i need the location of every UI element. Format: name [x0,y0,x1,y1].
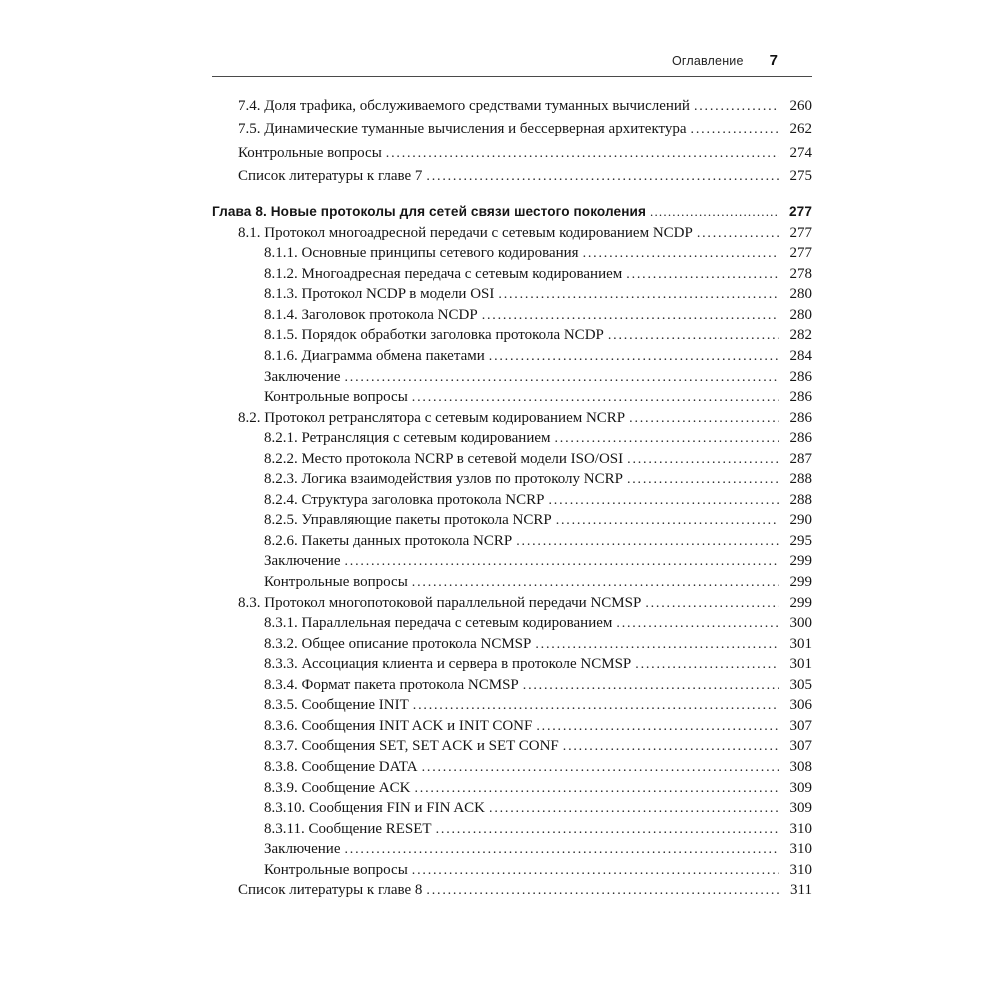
dot-leader [556,512,779,529]
toc-entry-page: 260 [789,98,812,114]
toc-entry-title: Контрольные вопросы [264,389,408,406]
toc-entry-page: 280 [789,306,812,323]
toc-entry-page: 288 [789,491,812,508]
dot-leader [426,168,779,185]
toc-entry-title: 8.3.3. Ассоциация клиента и сервера в протоколе NCMSP [264,656,632,673]
toc-entry-page: 301 [789,656,812,673]
toc-entry-title: 8.3.1. Параллельная передача с сетевым кодированием [264,615,613,632]
toc-entry [212,738,812,759]
toc-entry-title: Контрольные вопросы [238,144,382,161]
toc-entry-page: 295 [789,532,812,549]
toc-entry-page: 286 [789,409,812,426]
toc-entry-page: 275 [789,167,812,184]
toc-entry-title: 8.3.10. Сообщения FIN и FIN ACK [264,800,486,817]
dot-leader [386,145,779,162]
toc-entry-title: Контрольные вопросы [264,574,408,591]
toc-entry-title: Заключение [264,368,341,385]
toc-entry-title: Заключение [264,553,341,570]
toc-entry [212,348,812,369]
dot-leader [608,327,779,344]
toc-entry-page: 307 [789,738,812,755]
toc-entry [212,718,812,739]
dot-leader [413,697,779,714]
dot-leader [645,595,779,612]
toc-entry [212,841,812,862]
toc-entry-page: 299 [789,553,812,570]
toc-entry [212,389,812,410]
toc-entry [212,225,812,246]
toc-entry [212,595,812,616]
toc-entry-page: 299 [789,574,812,591]
running-head [212,52,812,69]
dot-leader [691,121,779,138]
toc-entry-page: 310 [789,841,812,858]
toc-entry [212,307,812,328]
toc-entry-page: 306 [789,697,812,714]
toc-entry-title: 8.2.4. Структура заголовка протокола NCRP [264,491,545,508]
toc-entry-title: 8.2.6. Пакеты данных протокола NCRP [264,532,513,549]
toc-entry-page: 305 [789,676,812,693]
running-head-page-number: 7 [769,52,778,69]
toc-entry-page: 301 [789,635,812,652]
dot-leader [555,430,780,447]
toc-entry-page: 277 [789,204,812,220]
dot-leader [414,780,779,797]
toc-entry-page: 262 [789,121,812,138]
toc-entry-page: 286 [789,430,812,447]
toc-entry-title: 8.2.3. Логика взаимодействия узлов по протоколу NCRP [264,471,623,488]
toc-entry [212,168,812,191]
toc-entry-title: 8.1.6. Диаграмма обмена пакетами [264,348,485,365]
toc-entry-title: Глава 8. Новые протоколы для сетей связи шестого поколения [212,204,647,220]
dot-leader [345,369,780,386]
toc-entry-title: 8.1.1. Основные принципы сетевого кодирования [264,245,579,262]
dot-leader [697,225,779,242]
toc-entry-title: 8.1. Протокол многоадресной передачи с сетевым кодированием NCDP [238,224,693,241]
toc-entry-title: 8.3.11. Сообщение RESET [264,820,432,837]
dot-leader [583,245,779,262]
toc-entry-page: 286 [789,368,812,385]
toc-entry [212,245,812,266]
dot-leader [412,574,779,591]
toc-entry [212,800,812,821]
toc-entry [212,286,812,307]
toc-entry-page: 280 [789,286,812,303]
toc-entry-title: 8.1.4. Заголовок протокола NCDP [264,306,478,323]
toc-entry [212,574,812,595]
toc-entry-title: 8.3.9. Сообщение ACK [264,779,411,796]
toc-entry-page: 277 [789,224,812,241]
toc-entry [212,121,812,144]
toc-entry-title: 8.1.5. Порядок обработки заголовка протокола NCDP [264,327,604,344]
page-content [212,52,812,903]
toc-entry-page: 309 [789,800,812,817]
toc-entry [212,553,812,574]
toc-entry-title: 8.3.6. Сообщения INIT ACK и INIT CONF [264,717,533,734]
toc-entry [212,369,812,390]
toc-entry [212,697,812,718]
dot-leader [489,348,779,365]
toc-entry [212,266,812,287]
dot-leader [535,636,779,653]
toc-entry [212,512,812,533]
toc-entry-page: 308 [789,758,812,775]
toc-entry-page: 287 [789,450,812,467]
toc-entry-page: 290 [789,512,812,529]
toc-entry-title: 8.2. Протокол ретранслятора с сетевым кодированием NCRP [238,409,626,426]
toc-entry-page: 307 [789,717,812,734]
toc-entry-page: 299 [789,594,812,611]
toc-entry [212,451,812,472]
toc-entry [212,759,812,780]
dot-leader [626,266,779,283]
toc-entry [212,636,812,657]
dot-leader [422,759,779,776]
toc-list [212,98,812,903]
toc-entry-title: 8.2.5. Управляющие пакеты протокола NCRP [264,512,552,529]
toc-entry-title: 8.3.5. Сообщение INIT [264,697,409,714]
toc-entry [212,677,812,698]
dot-leader [489,800,779,817]
toc-entry-title: Список литературы к главе 8 [238,882,423,899]
dot-leader [516,533,779,550]
toc-entry [212,780,812,801]
toc-entry-title: Заключение [264,841,341,858]
header-rule [212,76,812,77]
dot-leader [629,410,779,427]
toc-entry-title: 8.2.1. Ретрансляция с сетевым кодированием [264,430,551,447]
toc-entry-page: 286 [789,389,812,406]
dot-leader [426,882,779,899]
toc-entry-title: 8.3.7. Сообщения SET, SET ACK и SET CONF [264,738,559,755]
toc-entry-page: 310 [789,820,812,837]
toc-entry-page: 300 [789,615,812,632]
toc-entry [212,430,812,451]
dot-leader [627,471,779,488]
dot-leader [694,98,779,115]
dot-leader [498,286,779,303]
toc-entry-page: 288 [789,471,812,488]
toc-entry-page: 311 [790,882,812,899]
toc-entry-title: 8.1.2. Многоадресная передача с сетевым кодированием [264,265,623,282]
toc-entry-page: 284 [789,348,812,365]
toc-entry [212,145,812,168]
toc-entry [212,882,812,903]
toc-entry-title: 7.4. Доля трафика, обслуживаемого средствами туманных вычислений [238,98,690,114]
toc-entry-title: Список литературы к главе 7 [238,167,423,184]
toc-entry [212,821,812,842]
dot-leader [345,553,780,570]
toc-entry-title: 8.2.2. Место протокола NCRP в сетевой модели ISO/OSI [264,450,624,467]
dot-leader [650,204,779,220]
toc-entry-title: 8.3. Протокол многопотоковой параллельной передачи NCMSP [238,594,642,611]
dot-leader [412,862,779,879]
toc-entry-page: 278 [789,265,812,282]
toc-entry-title: 8.3.4. Формат пакета протокола NCMSP [264,676,519,693]
toc-entry [212,327,812,348]
dot-leader [412,389,779,406]
toc-entry-title: Контрольные вопросы [264,861,408,878]
dot-leader [436,821,779,838]
dot-leader [635,656,779,673]
toc-entry-title: 7.5. Динамические туманные вычисления и бессерверная архитектура [238,121,687,138]
toc-entry [212,471,812,492]
toc-entry-title: 8.3.8. Сообщение DATA [264,758,418,775]
toc-entry-title: 8.1.3. Протокол NCDP в модели OSI [264,286,495,303]
toc-entry [212,615,812,636]
toc-entry-page: 277 [789,245,812,262]
toc-entry-page: 310 [789,861,812,878]
dot-leader [482,307,779,324]
dot-leader [345,841,780,858]
toc-entry [212,656,812,677]
toc-entry [212,492,812,513]
toc-entry-page: 309 [789,779,812,796]
toc-entry [212,98,812,121]
toc-entry [212,410,812,431]
toc-entry-page: 282 [789,327,812,344]
toc-entry-page: 274 [789,144,812,161]
dot-leader [523,677,779,694]
toc-entry-title: 8.3.2. Общее описание протокола NCMSP [264,635,532,652]
dot-leader [536,718,779,735]
running-head-title: Оглавление [671,54,744,68]
toc-entry [212,204,812,225]
toc-entry [212,862,812,883]
dot-leader [616,615,779,632]
dot-leader [549,492,780,509]
dot-leader [627,451,779,468]
toc-entry [212,533,812,554]
dot-leader [563,738,779,755]
